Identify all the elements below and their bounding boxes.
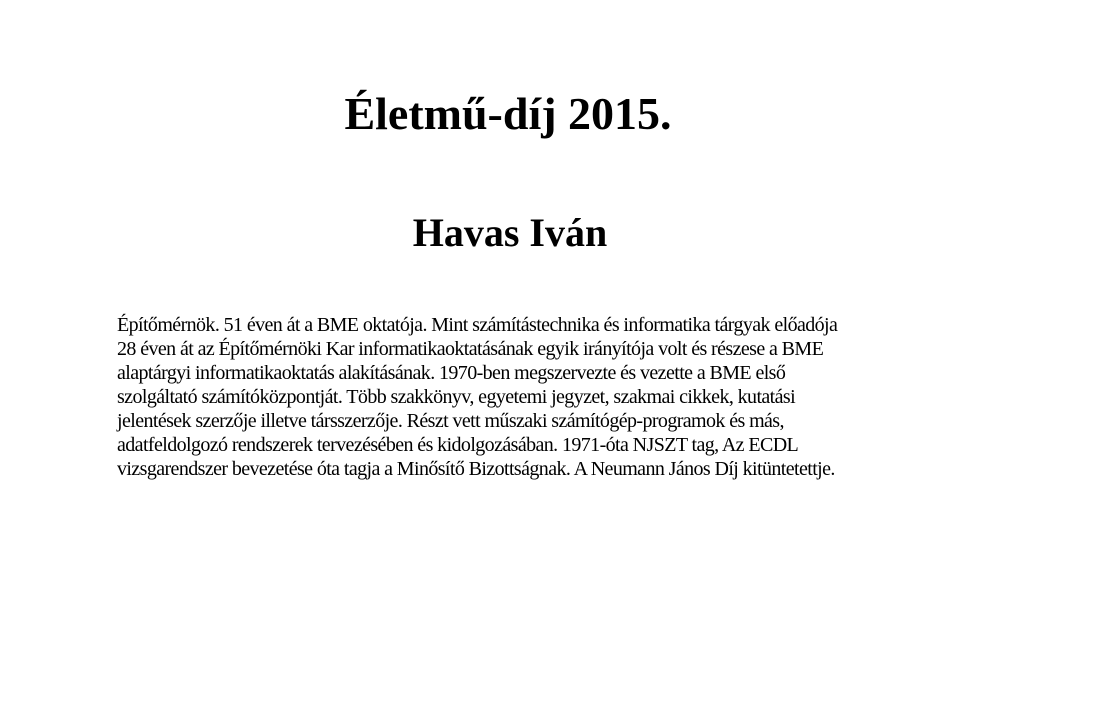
biography-line: jelentések szerzője illetve társszerzője. Részt vett műszaki számítógép-programok és más,: [117, 410, 784, 432]
awardee-name: Havas Iván: [412, 210, 608, 255]
biography-line: vizsgarendszer bevezetése óta tagja a Minősítő Bizottságnak. A Neumann János Díj kitüntetettje.: [117, 458, 835, 480]
biography-line: adatfeldolgozó rendszerek tervezésében és kidolgozásában. 1971-óta NJSZT tag, Az ECDL: [117, 434, 799, 456]
biography-line: Építőmérnök. 51 éven át a BME oktatója. Mint számítástechnika és informatika tárgyak előadója: [117, 314, 838, 336]
biography-line: alaptárgyi informatikaoktatás alakításának. 1970-ben megszervezte és vezette a BME első: [117, 362, 786, 384]
award-title: Életmű-díj 2015.: [344, 88, 672, 139]
biography-line: 28 éven át az Építőmérnöki Kar informatikaoktatásának egyik irányítója volt és részese a BME: [117, 338, 824, 360]
biography-line: szolgáltató számítóközpontját. Több szakkönyv, egyetemi jegyzet, szakmai cikkek, kutatási: [117, 386, 796, 408]
biography-paragraph: [117, 313, 1017, 481]
